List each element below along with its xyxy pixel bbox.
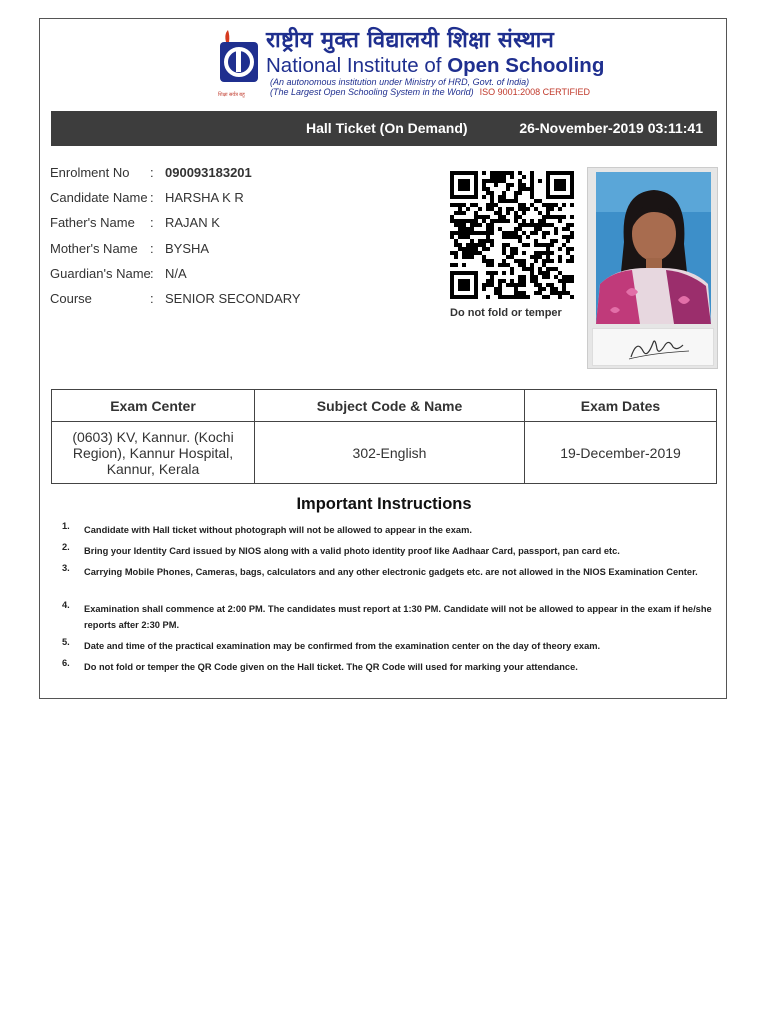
logo-tagline: शिक्षा सर्वत्र बहु — [218, 92, 245, 98]
course: SENIOR SECONDARY — [165, 291, 301, 306]
field-label: Course — [50, 291, 92, 306]
guardian-name: N/A — [165, 266, 187, 281]
exam-center: (0603) KV, Kannur. (Kochi Region), Kannur Hospital, Kannur, Kerala — [52, 422, 255, 484]
hall-ticket: शिक्षा सर्वत्र बहु राष्ट्रीय मुक्त विद्यालयी शिक्षा संस्थान National Institute of Open Schooling (An autonomous institution under Ministry of HRD, Govt. of India) (The Largest Open Schooling System in the World) ISO 9001:2008 CERTIFIED Hall Ticket (On Demand) 26-November-2019 03:11:41 Enrolment No : 090093183201 Candidate Name : HARSHA K R Father's Name : RAJAN K Mother's Name : BYSHA Guardian's Name : N/A Course : SENIOR SECONDARY Do not fold or temper Exam Center Subject Code & Name Exam Dates (0603) KV, Kannur. (Kochi Region), Kannur Hospital, Kannur, Kerala 302-English 19-December-2019 Important Instructions 1. Candidate with Hall ticket without photograph will not be allowed to appear in the exam. 2. Bring your Identity Card issued by NIOS along with a valid photo identity proof like Aadhaar Card, passport, pan card etc. 3. Carrying Mobile Phones, Cameras, bags, calculators and any other electronic gadgets etc. are not allowed in the NIOS Examination Center. 4. Examination shall commence at 2:00 PM. The candidates must report at 1:30 PM. Candidate will not be allowed to appear in the exam if he/she reports after 2:30 PM. 5. Date and time of the practical examination may be confirmed from the examination center on the day of theory exam. 6. Do not fold or temper the QR Code given on the Hall ticket. The QR Code will used for marking your attendance. — [39, 18, 727, 699]
institution-name: National Institute of Open Schooling — [266, 54, 605, 77]
field-label: Father's Name — [50, 215, 135, 230]
column-header: Subject Code & Name — [255, 390, 525, 422]
mother-name: BYSHA — [165, 241, 210, 256]
exam-schedule-table — [51, 389, 717, 484]
instructions-title: Important Instructions — [296, 495, 472, 513]
iso-certification: ISO 9001:2008 CERTIFIED — [479, 87, 590, 97]
column-header: Exam Dates — [525, 390, 717, 422]
qr-code-icon — [450, 171, 574, 299]
qr-caption: Do not fold or temper — [450, 307, 562, 319]
nios-logo-icon — [218, 28, 262, 100]
field-label: Mother's Name — [50, 241, 138, 256]
candidate-signature — [592, 328, 714, 366]
institution-subtitle-1: (An autonomous institution under Ministry of HRD, Govt. of India) — [270, 77, 530, 87]
enrolment-number: 090093183201 — [165, 165, 252, 180]
institution-header — [218, 28, 605, 100]
field-label: Candidate Name — [50, 190, 148, 205]
column-header: Exam Center — [52, 390, 255, 422]
hall-ticket-title: Hall Ticket (On Demand) — [306, 120, 468, 136]
table-header-row — [52, 390, 717, 422]
issue-datetime: 26-November-2019 03:11:41 — [519, 120, 703, 136]
table-row — [52, 422, 717, 484]
hall-ticket-bar — [51, 111, 717, 146]
exam-date: 19-December-2019 — [525, 422, 717, 484]
candidate-name: HARSHA K R — [165, 190, 244, 205]
candidate-photo — [596, 172, 711, 324]
signature-icon — [593, 329, 713, 365]
field-label: Enrolment No — [50, 165, 130, 180]
father-name: RAJAN K — [165, 215, 220, 230]
institution-subtitle-2: (The Largest Open Schooling System in the World) ISO 9001:2008 CERTIFIED — [270, 87, 590, 97]
hindi-title: राष्ट्रीय मुक्त विद्यालयी शिक्षा संस्थान — [266, 28, 555, 53]
candidate-photo-frame — [587, 167, 718, 369]
subject: 302-English — [255, 422, 525, 484]
field-label: Guardian's Name — [50, 266, 151, 281]
